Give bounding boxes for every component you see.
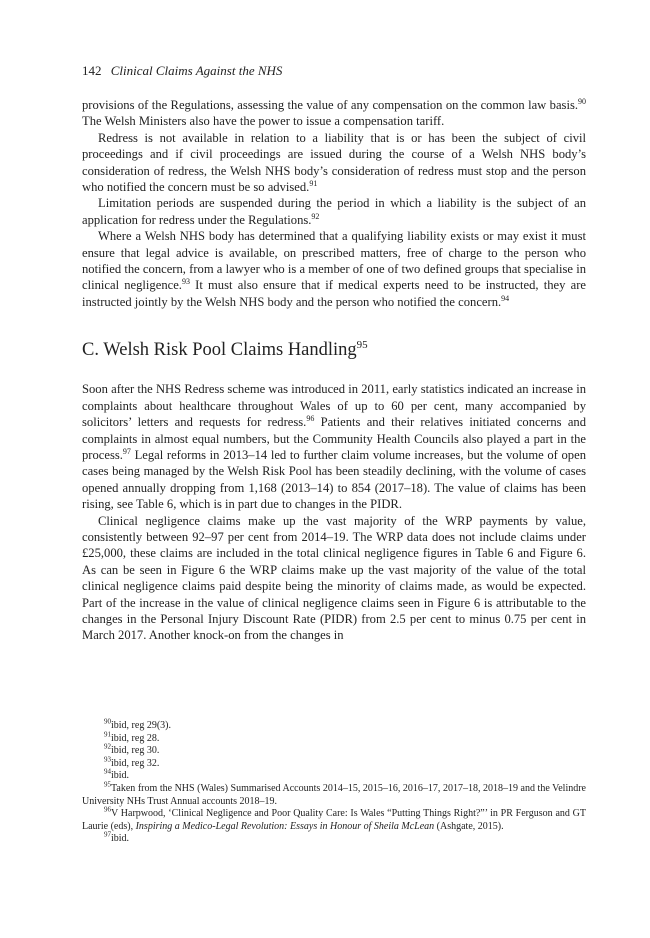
footnote: $^{96}$V Harpwood, ‘Clinical Negligence and Poor Quality Care: Is Wales “Putting Things Right?”’ in PR Ferguson and GT Laurie (eds), Inspiring a Medico-Legal Revolution: Essays in Honour of Sheila McLean (Ashgate, 2015). [82,805,586,832]
paragraph: Clinical negligence claims make up the vast majority of the WRP payments by value, consistently between 92–97 per cent from 2014–19. The WRP data does not include claims under £25,000, these claims are included in the total clinical negligence figures in Table 6 and Figure 6. As can be seen in Figure 6 the WRP claims make up the vast majority of the value of the total clinical negligence claims paid despite being the minority of claims made, as would be expected. Part of the increase in the value of clinical negligence claims seen in Figure 6 is attributable to the changes in the Personal Injury Discount Rate (PIDR) from 2.5 per cent to minus 0.75 per cent in March 2017. Another knock-on from the changes in [82,513,586,643]
page-body [82,62,586,644]
paragraph: Where a Welsh NHS body has determined that a qualifying liability exists or may exist it must ensure that legal advice is available, on prescribed matters, free of charge to the person who notified the concern, from a lawyer who is a member of one of two defined groups that specialise in clinical negligence.$^{93}$ It must also ensure that if medical experts need to be instructed, they are instructed jointly by the Welsh NHS body and the person who notified the concern.$^{94}$ [82,229,587,309]
footnote: $^{91}$ibid, reg 28. [104,730,160,744]
paragraph: provisions of the Regulations, assessing the value of any compensation on the common law basis.$^{90}$ The Welsh Ministers also have the power to issue a compensation tariff. [82,96,586,129]
section-heading: C. Welsh Risk Pool Claims Handling$^{95}$ [82,339,368,361]
footnotes [82,717,586,846]
running-title: Clinical Claims Against the NHS [110,63,283,78]
footnote: $^{92}$ibid, reg 30. [104,742,160,757]
footnote: $^{94}$ibid. [104,768,130,782]
footnote: $^{97}$ibid. [104,831,130,845]
paragraph: Redress is not available in relation to a liability that is or has been the subject of civil proceedings and if civil proceedings are issued during the course of a Welsh NHS body’s consideration of redress, the Welsh NHS body’s consideration of redress must stop and the person who notified the concern must be so advised.$^{91}$ [82,130,586,195]
page-number: 142 [82,63,102,78]
paragraph: Limitation periods are suspended during the period in which a liability is the subject of an application for redress under the Regulations.$^{92}$ [82,196,586,227]
paragraph: Soon after the NHS Redress scheme was introduced in 2011, early statistics indicated an increase in complaints about healthcare throughout Wales of up to 60 per cent, many accompanied by solicitors’ letters and requests for redress.$^{96}$ Patients and their relatives initiated concerns and complaints in almost equal numbers, but the Community Health Councils also played a part in the process.$^{97}$ Legal reforms in 2013–14 led to further claim volume increases, but the volume of open cases being managed by the Welsh Risk Pool has been steadily declining, with the volume of cases opened annually dropping from 1,168 (2013–14) to 854 (2017–18). The value of claims has been rising, see Table 6, which is in part due to changes in the PIDR. [82,382,586,512]
footnote: $^{93}$ibid, reg 32. [104,755,160,769]
footnote: $^{90}$ibid, reg 29(3). [104,717,171,731]
footnote: $^{95}$Taken from the NHS (Wales) Summarised Accounts 2014–15, 2015–16, 2016–17, 2017–18, 2018–19 and the Velindre University NHs Trust Annual accounts 2018–19. [82,780,586,807]
running-head [82,62,586,80]
